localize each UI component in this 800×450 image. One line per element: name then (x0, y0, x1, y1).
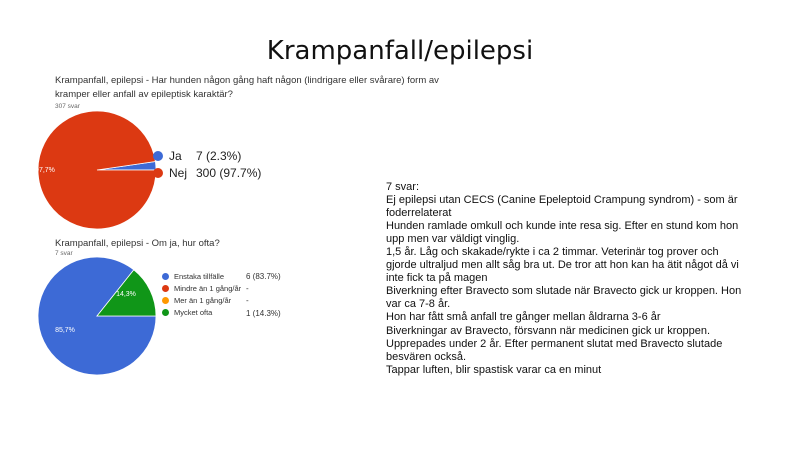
legend-label-mycket-ofta: Mycket ofta (174, 308, 213, 317)
count-nej: 300 (97.7%) (196, 166, 262, 180)
legend-swatch-mer-an-1-gang (162, 297, 169, 304)
legend-swatch-enstaka-tillfalle (162, 273, 169, 280)
answer-line: foderrelaterat (386, 207, 452, 220)
pie-chart-2 (27, 260, 167, 380)
legend-item-mindre-an-1-gang (162, 284, 241, 293)
free-text-answers (386, 181, 784, 377)
question-2-response-count: 7 svar (55, 250, 73, 257)
legend-label-nej: Nej (169, 166, 188, 180)
legend-swatch-mindre-an-1-gang (162, 285, 169, 292)
legend-item-ja (153, 149, 182, 163)
legend-item-mer-an-1-gang (162, 296, 231, 305)
answer-line: inte fick ta på magen (386, 272, 488, 285)
legend-label-mindre-an-1-gang: Mindre än 1 gång/år (174, 284, 242, 293)
legend-item-enstaka-tillfalle (162, 272, 224, 281)
answers-heading: 7 svar: (386, 181, 420, 193)
answer-line: besvären också. (386, 350, 467, 363)
legend-item-mycket-ofta (162, 308, 212, 317)
legend-swatch-nej (153, 168, 163, 178)
count-ja: 7 (2.3%) (196, 149, 242, 163)
answer-line: Ej epilepsi utan CECS (Canine Epeleptoid Crampung syndrom) - som är (386, 194, 738, 207)
answer-line: Hunden ramlade omkull och kunde inte resa sig. Efter en stund kom hon (386, 220, 739, 233)
question-1-title: Krampanfall, epilepsi - Har hunden någon gång haft någon (lindrigare eller svårare) form av kramper eller anfall av epileptisk karaktär? (55, 75, 439, 100)
answer-line: gjorde ultraljud men allt såg bra ut. De tror att hon kan ha ätit något då vi (386, 259, 739, 272)
answer-line: var ca 7-8 år. (386, 298, 451, 311)
legend-label-enstaka-tillfalle: Enstaka tillfälle (174, 272, 225, 281)
answer-line: Tappar luften, blir spastisk varar ca en minut (386, 363, 602, 376)
count-mer-an-1-gang: - (246, 296, 249, 305)
answer-line: Biverkningar av Bravecto, försvann när medicinen gick ur kroppen. (386, 324, 711, 337)
slice-label-enstaka-tillfalle: 85,7% (55, 327, 75, 334)
count-enstaka-tillfalle: 6 (83.7%) (246, 272, 281, 281)
legend-label-mer-an-1-gang: Mer än 1 gång/år (174, 296, 232, 305)
pie-slice-nej (38, 111, 156, 229)
question-2-title: Krampanfall, epilepsi - Om ja, hur ofta? (55, 238, 220, 249)
answer-line: 1,5 år. Låg och skakade/rykte i ca 2 timmar. Veterinär tog prover och (386, 246, 719, 259)
answer-line: upp men var väldigt vinglig. (386, 233, 520, 246)
legend-item-nej (153, 166, 187, 180)
count-mindre-an-1-gang: - (246, 284, 249, 293)
count-mycket-ofta: 1 (14.3%) (246, 309, 281, 318)
slice-label-nej: 97,7% (35, 167, 55, 174)
pie-chart-1 (27, 114, 167, 234)
question-1-response-count: 307 svar (55, 103, 80, 110)
legend-label-ja: Ja (169, 149, 182, 163)
legend-swatch-ja (153, 151, 163, 161)
slide-title: Krampanfall/epilepsi (266, 36, 534, 66)
slice-label-mycket-ofta: 14,3% (116, 291, 136, 298)
legend-swatch-mycket-ofta (162, 309, 169, 316)
answer-line: Biverkning efter Bravecto som slutade när Bravecto gick ur kroppen. Hon (386, 285, 742, 298)
answer-line: Upprepades under 2 år. Efter permanent slutat med Bravecto slutade (386, 337, 723, 350)
answer-line: Hon har fått små anfall tre gånger mellan åldrarna 3-6 år (386, 311, 661, 324)
